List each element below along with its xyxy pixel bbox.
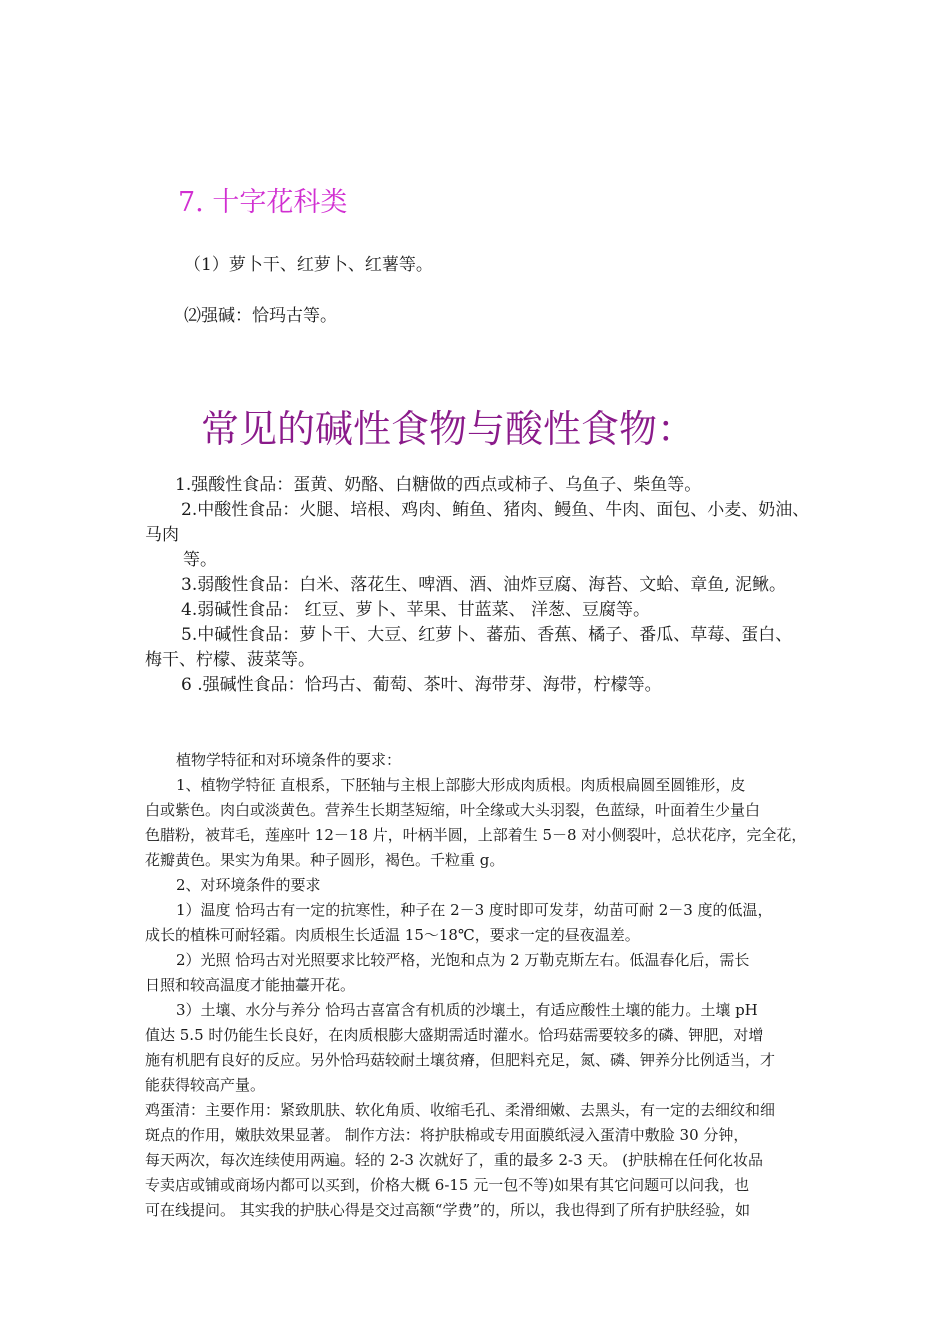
botany-line-9: 日照和较高温度才能抽薹开花。	[145, 976, 356, 994]
botany-line-4: 花瓣黄色。果实为角果。种子圆形，褐色。千粒重 g。	[145, 851, 505, 869]
botany-line-2: 白或紫色。肉白或淡黄色。营养生长期茎短缩，叶全缘或大头羽裂，色蓝绿，叶面着生少量白	[145, 801, 761, 819]
egg-white-line-1: 鸡蛋清：主要作用：紧致肌肤、软化角质、收缩毛孔、柔滑细嫩、去黑头，有一定的去细纹和细	[145, 1101, 776, 1119]
foods-title: 常见的碱性食物与酸性食物：	[201, 407, 696, 451]
botany-line-1: 1、植物学特征 直根系，下胚轴与主根上部膨大形成肉质根。肉质根扁圆至圆锥形，皮	[176, 776, 746, 794]
egg-white-line-2: 斑点的作用，嫩肤效果显著。 制作方法：将护肤棉或专用面膜纸浸入蛋清中敷脸 30 分钟，	[145, 1126, 749, 1144]
botany-line-5: 2、对环境条件的要求	[176, 876, 321, 894]
botany-line-6: 1）温度 恰玛古有一定的抗寒性，种子在 2－3 度时即可发芽，幼苗可耐 2－3 度的低温，	[176, 901, 773, 919]
section-7-item-2: ⑵强碱：恰玛古等。	[184, 306, 337, 326]
food-line-1: 1.强酸性食品：蛋黄、奶酪、白糖做的西点或柿子、乌鱼子、柴鱼等。	[175, 475, 702, 495]
botany-line-3: 色腊粉，被茸毛，莲座叶 12－18 片，叶柄半圆，上部着生 5－8 对小侧裂叶，总状花序，完全花，	[145, 826, 807, 844]
food-line-2: 2.中酸性食品：火腿、培根、鸡肉、鲔鱼、猪肉、鳗鱼、牛肉、面包、小麦、奶油、	[181, 500, 810, 520]
food-line-3: 3.弱酸性食品：白米、落花生、啤酒、酒、油炸豆腐、海苔、文蛤、章鱼, 泥鳅。	[181, 575, 787, 595]
section-7-item-1: （1）萝卜干、红萝卜、红薯等。	[184, 255, 433, 275]
food-line-6: 6 .强碱性食品：恰玛古、葡萄、茶叶、海带芽、海带，柠檬等。	[181, 675, 662, 695]
food-line-2-cont: 马肉	[145, 525, 179, 545]
botany-heading: 植物学特征和对环境条件的要求：	[176, 751, 402, 769]
botany-line-7: 成长的植株可耐轻霜。肉质根生长适温 15～18℃，要求一定的昼夜温差。	[145, 926, 640, 944]
food-line-5: 5.中碱性食品：萝卜干、大豆、红萝卜、蕃茄、香蕉、橘子、番瓜、草莓、蛋白、	[181, 625, 793, 645]
botany-line-10: 3）土壤、水分与养分 恰玛古喜富含有机质的沙壤土，有适应酸性土壤的能力。土壤 pH	[176, 1001, 758, 1019]
food-line-5-cont: 梅干、柠檬、菠菜等。	[145, 650, 315, 670]
egg-white-line-3: 每天两次，每次连续使用两遍。轻的 2-3 次就好了，重的最多 2-3 天。 (护肤棉在任何化妆品	[145, 1151, 764, 1169]
botany-line-11: 值达 5.5 时仍能生长良好，在肉质根膨大盛期需适时灌水。恰玛菇需要较多的磷、钾肥，对增	[145, 1026, 764, 1044]
food-line-2-end: 等。	[183, 550, 217, 570]
egg-white-line-5: 可在线提问。 其实我的护肤心得是交过高额“学费”的，所以，我也得到了所有护肤经验，如	[145, 1201, 751, 1219]
botany-line-8: 2）光照 恰玛古对光照要求比较严格，光饱和点为 2 万勒克斯左右。低温春化后，需长	[176, 951, 750, 969]
egg-white-line-4: 专卖店或铺或商场内都可以买到，价格大概 6-15 元一包不等)如果有其它问题可以问我，也	[145, 1176, 750, 1194]
botany-line-12: 施有机肥有良好的反应。另外恰玛菇较耐土壤贫瘠，但肥料充足，氮、磷、钾养分比例适当，才	[145, 1051, 776, 1069]
botany-line-13: 能获得较高产量。	[145, 1076, 266, 1094]
section-7-title: 7. 十字花科类	[178, 187, 348, 218]
food-line-4: 4.弱碱性食品： 红豆、萝卜、苹果、甘蓝菜、 洋葱、豆腐等。	[181, 600, 651, 620]
